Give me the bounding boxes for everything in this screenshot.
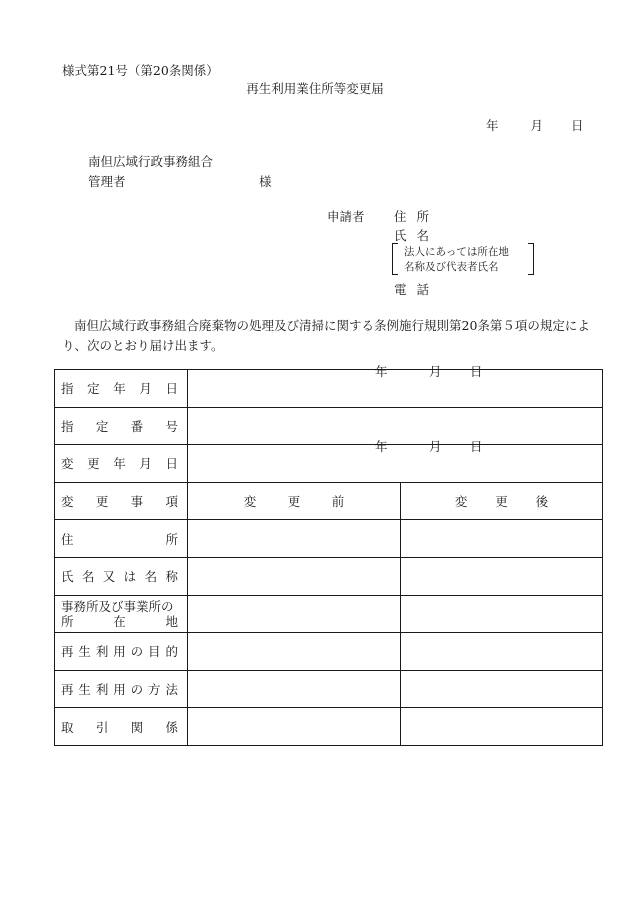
- table-row: [55, 557, 603, 595]
- addressee-honorific: 様: [259, 174, 272, 189]
- label-char: 目: [148, 644, 161, 660]
- recycle-method-label: [55, 670, 188, 708]
- office-location-before-field[interactable]: [188, 595, 401, 633]
- submission-date: [486, 116, 584, 134]
- applicant-name-label: 氏名: [394, 228, 440, 243]
- label-char: 在: [113, 613, 126, 629]
- label-char: 名: [81, 569, 95, 585]
- label-char: 指: [61, 418, 74, 434]
- label-char: 法: [165, 682, 178, 698]
- label-char: 更: [287, 494, 301, 510]
- label-char: 利: [95, 682, 109, 698]
- label-char: 変: [61, 456, 74, 472]
- recycle-method-before-field[interactable]: [188, 670, 401, 708]
- office-location-line1: 事務所及び事業所の: [61, 598, 174, 614]
- recycle-purpose-before-field[interactable]: [188, 633, 401, 671]
- name-before-field[interactable]: [188, 557, 401, 595]
- label-char: 後: [535, 494, 549, 510]
- change-date-field[interactable]: [188, 439, 603, 483]
- label-char: 変: [61, 494, 74, 510]
- trade-relations-before-field[interactable]: [188, 708, 401, 746]
- label-char: は: [123, 569, 137, 585]
- label-char: 定: [95, 418, 109, 434]
- label-char: 更: [495, 494, 508, 510]
- label-char: 項: [165, 494, 178, 510]
- label-char: 生: [78, 682, 91, 698]
- label-char: 生: [78, 644, 91, 660]
- address-label: [55, 520, 188, 558]
- label-char: 所: [165, 531, 178, 547]
- month-label: 月: [429, 439, 442, 455]
- year-label: 年: [375, 439, 388, 455]
- corporate-note-line1: 法人にあっては所在地: [404, 246, 509, 258]
- date-year: 年: [486, 118, 499, 133]
- label-char: の: [130, 644, 144, 660]
- label-char: 日: [165, 456, 178, 472]
- label-char: 定: [87, 381, 100, 397]
- trade-relations-label: [55, 708, 188, 746]
- label-char: 関: [130, 719, 144, 735]
- designation-number-label: [55, 407, 188, 445]
- label-char: 月: [139, 381, 152, 397]
- applicant-label: 申請者: [327, 209, 365, 224]
- day-label: 日: [470, 364, 483, 379]
- label-char: 引: [95, 719, 109, 735]
- name-after-field[interactable]: [401, 557, 603, 595]
- label-char: 称: [165, 569, 178, 585]
- label-char: 再: [61, 682, 74, 698]
- applicant-phone-label: 電話: [394, 282, 440, 297]
- label-char: 用: [113, 644, 126, 660]
- label-char: 指: [61, 381, 74, 397]
- table-row: [55, 520, 603, 558]
- designation-date-field[interactable]: [188, 364, 603, 408]
- date-month: 月: [530, 118, 544, 133]
- month-label: 月: [429, 364, 442, 379]
- table-row: [55, 482, 603, 520]
- label-char: 号: [165, 418, 178, 434]
- label-char: 利: [95, 644, 109, 660]
- name-label: [55, 557, 188, 595]
- bracket-right: [528, 243, 534, 275]
- label-char: 更: [87, 456, 100, 472]
- label-char: 的: [165, 644, 178, 660]
- label-char: 所: [61, 613, 74, 629]
- table-row: [55, 445, 603, 483]
- table-row: [55, 407, 603, 445]
- label-char: 月: [139, 456, 152, 472]
- addressee-organization: 南但広域行政事務組合: [88, 154, 214, 169]
- day-label: 日: [470, 439, 483, 455]
- label-char: 事: [130, 494, 144, 510]
- designation-date-label: [55, 370, 188, 408]
- document-title: 再生利用業住所等変更届: [246, 81, 384, 96]
- before-header: [188, 482, 401, 520]
- recycle-purpose-after-field[interactable]: [401, 633, 603, 671]
- corporate-note-line2: 名称及び代表者氏名: [404, 261, 499, 273]
- date-day: 日: [571, 118, 584, 133]
- label-char: 係: [165, 719, 178, 735]
- table-row: [55, 370, 603, 408]
- label-char: 日: [165, 381, 178, 397]
- table-row: [55, 670, 603, 708]
- recycle-method-after-field[interactable]: [401, 670, 603, 708]
- label-char: 方: [148, 682, 161, 698]
- designation-number-field[interactable]: [188, 407, 603, 445]
- address-before-field[interactable]: [188, 520, 401, 558]
- year-label: 年: [375, 364, 388, 379]
- form-number: 様式第21号（第20条関係）: [62, 63, 219, 78]
- label-char: の: [130, 682, 144, 698]
- label-char: 変: [243, 494, 257, 510]
- label-char: 地: [165, 613, 178, 629]
- change-item-label: [55, 482, 188, 520]
- label-char: 年: [113, 456, 126, 472]
- label-char: 住: [61, 531, 74, 547]
- label-char: 名: [144, 569, 158, 585]
- label-char: 氏: [61, 569, 74, 585]
- change-form-table: [54, 364, 603, 746]
- bracket-left: [392, 243, 398, 275]
- label-char: 又: [102, 569, 116, 585]
- table-row: [55, 595, 603, 633]
- label-char: 用: [113, 682, 126, 698]
- address-after-field[interactable]: [401, 520, 603, 558]
- table-row: [55, 633, 603, 671]
- corporate-note: [392, 243, 534, 273]
- label-char: 再: [61, 644, 74, 660]
- addressee-title: 管理者: [88, 174, 126, 189]
- body-text: 南但広域行政事務組合廃棄物の処理及び清掃に関する条例施行規則第20条第５項の規定により、次のとおり届け出ます。: [62, 318, 590, 353]
- office-location-label: [55, 595, 188, 633]
- office-location-after-field[interactable]: [401, 595, 603, 633]
- label-char: 変: [454, 494, 468, 510]
- table-row: [55, 708, 603, 746]
- change-date-label: [55, 445, 188, 483]
- label-char: 年: [113, 381, 126, 397]
- label-char: 番: [130, 418, 144, 434]
- label-char: 更: [95, 494, 109, 510]
- label-char: 取: [61, 719, 74, 735]
- recycle-purpose-label: [55, 633, 188, 671]
- after-header: [401, 482, 603, 520]
- label-char: 前: [331, 494, 345, 510]
- applicant-address-label: 住所: [394, 209, 440, 224]
- trade-relations-after-field[interactable]: [401, 708, 603, 746]
